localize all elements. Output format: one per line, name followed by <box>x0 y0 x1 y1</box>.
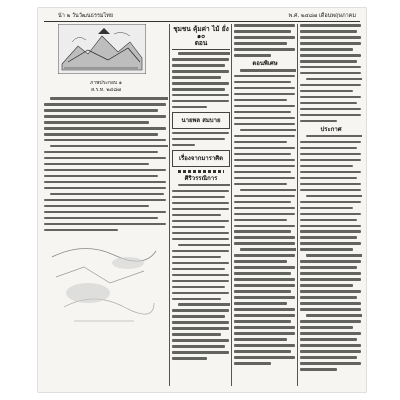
ornament-divider <box>178 170 224 173</box>
article-text <box>172 132 230 147</box>
article-text <box>172 52 230 108</box>
article-text <box>234 69 296 365</box>
caption-line: ส.ร.ท. ๒๔๘๗ <box>90 87 122 93</box>
newspaper-page <box>38 8 366 392</box>
column-divider <box>169 24 170 386</box>
illustration-caption <box>44 80 168 94</box>
column-2 <box>172 24 230 388</box>
column-1 <box>44 24 168 388</box>
article-text <box>44 97 168 231</box>
column-4 <box>300 24 362 388</box>
title-rule <box>172 49 230 50</box>
article-title <box>172 26 230 47</box>
section-box <box>172 150 230 167</box>
caption-line: ภาพประกอบ ๑ <box>90 80 122 86</box>
article-text <box>300 135 362 371</box>
sub-section-box <box>172 112 230 129</box>
page-header-left: น้า ๒ วันวัฒนธรรมไทย <box>58 13 114 19</box>
page-header-right: พ.ศ. ๒๔๘๗ เดือนพฤษภาคม <box>288 13 356 19</box>
article-text <box>172 184 230 360</box>
column-title: ตอนพิเศษ <box>252 59 278 67</box>
article-text <box>300 24 362 122</box>
column-divider <box>231 24 232 386</box>
sub-section-title: นายพล สมบาย <box>181 116 221 124</box>
article-title-line: ตอน <box>194 39 208 47</box>
section-title: เรื่องจากมาราศิต <box>179 154 223 162</box>
article-text <box>234 24 296 57</box>
column-title: ศิริวรรณิการ <box>184 174 218 182</box>
illustration-image <box>58 24 146 74</box>
column-divider <box>297 24 298 386</box>
article-title-line: ชุมชน คุ้มค่า ไม้ ยั่ง ๑๐ <box>173 25 229 40</box>
column-title: ประกาศ <box>320 125 342 133</box>
column-3 <box>234 24 296 388</box>
header-rule <box>44 21 360 22</box>
faded-sketch-image <box>44 237 162 329</box>
